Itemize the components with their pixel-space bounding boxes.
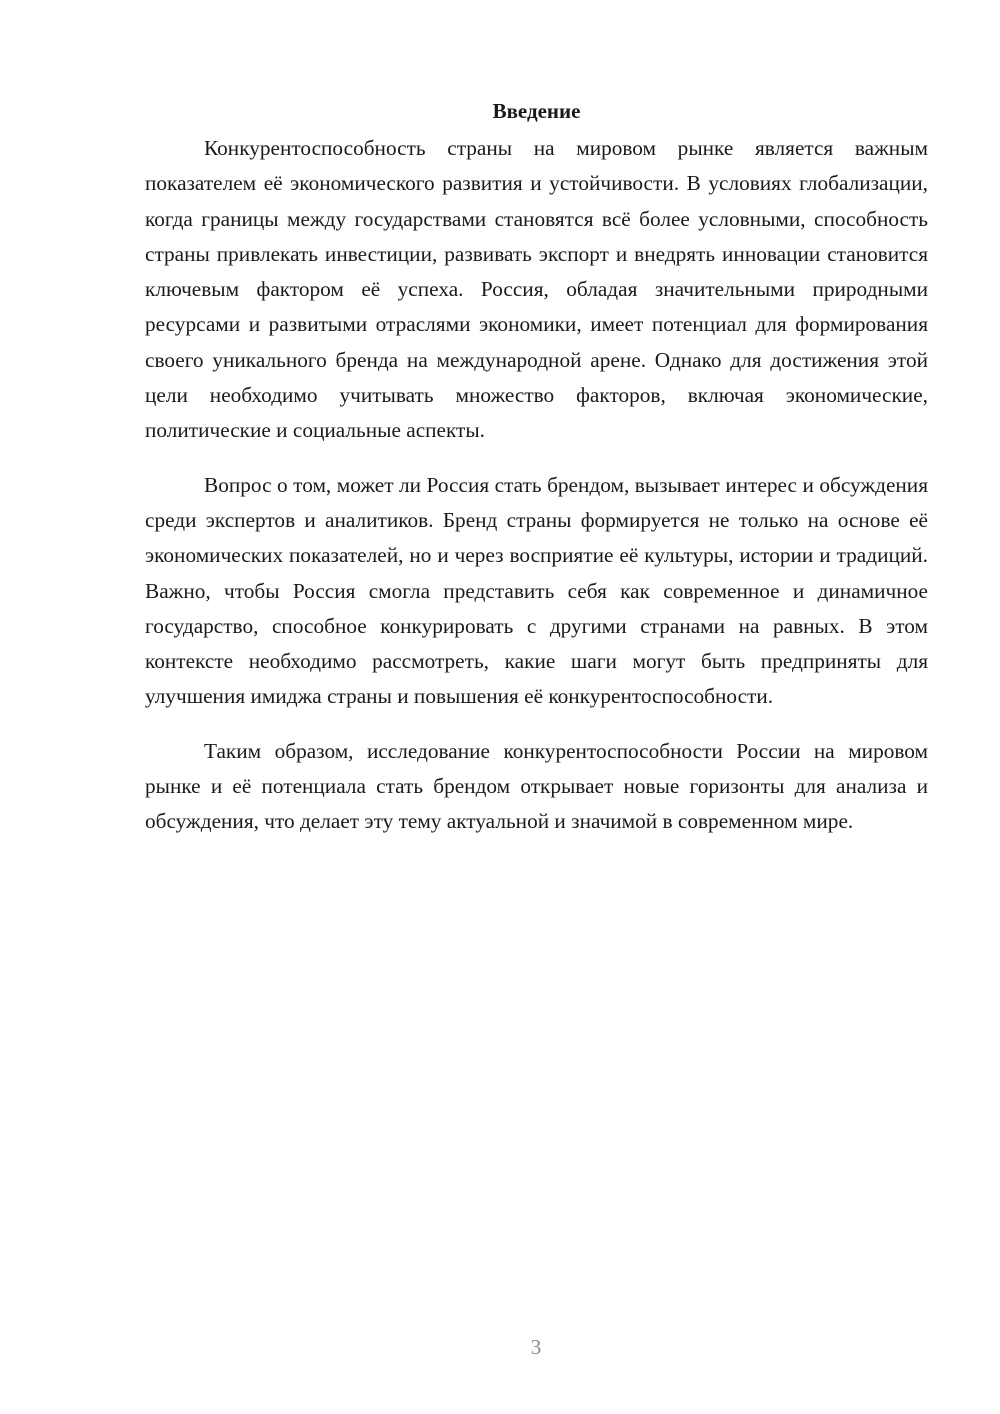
paragraph-3: Таким образом, исследование конкурентоспособности России на мировом рынке и её потенциала стать брендом открывает новые горизонты для анализа и обсуждения, что делает эту тему актуальной и значимой в современном мире.	[145, 738, 928, 834]
section-title: Введение	[492, 99, 581, 123]
paragraph-1: Конкурентоспособность страны на мировом рынке является важным показателем её экономического развития и устойчивости. В условиях глобализации, когда границы между государствами становятся всё более условными, способность страны привлекать инвестиции, развивать экспорт и внедрять инновации становится ключевым фактором её успеха. Россия, обладая значительными природными ресурсами и развитыми отраслями экономики, имеет потенциал для формирования своего уникального бренда на международной арене. Однако для достижения этой цели необходимо учитывать множество факторов, включая экономические, политические и социальные аспекты.	[145, 136, 928, 443]
paragraph-2: Вопрос о том, может ли Россия стать брендом, вызывает интерес и обсуждения среди экспертов и аналитиков. Бренд страны формируется не только на основе её экономических показателей, но и через восприятие её культуры, истории и традиций. Важно, чтобы Россия смогла представить себя как современное и динамичное государство, способное конкурировать с другими странами на равных. В этом контексте необходимо рассмотреть, какие шаги могут быть предприняты для улучшения имиджа страны и повышения её конкурентоспособности.	[145, 472, 928, 709]
page-number: 3	[530, 1335, 542, 1359]
document-body	[145, 96, 928, 859]
